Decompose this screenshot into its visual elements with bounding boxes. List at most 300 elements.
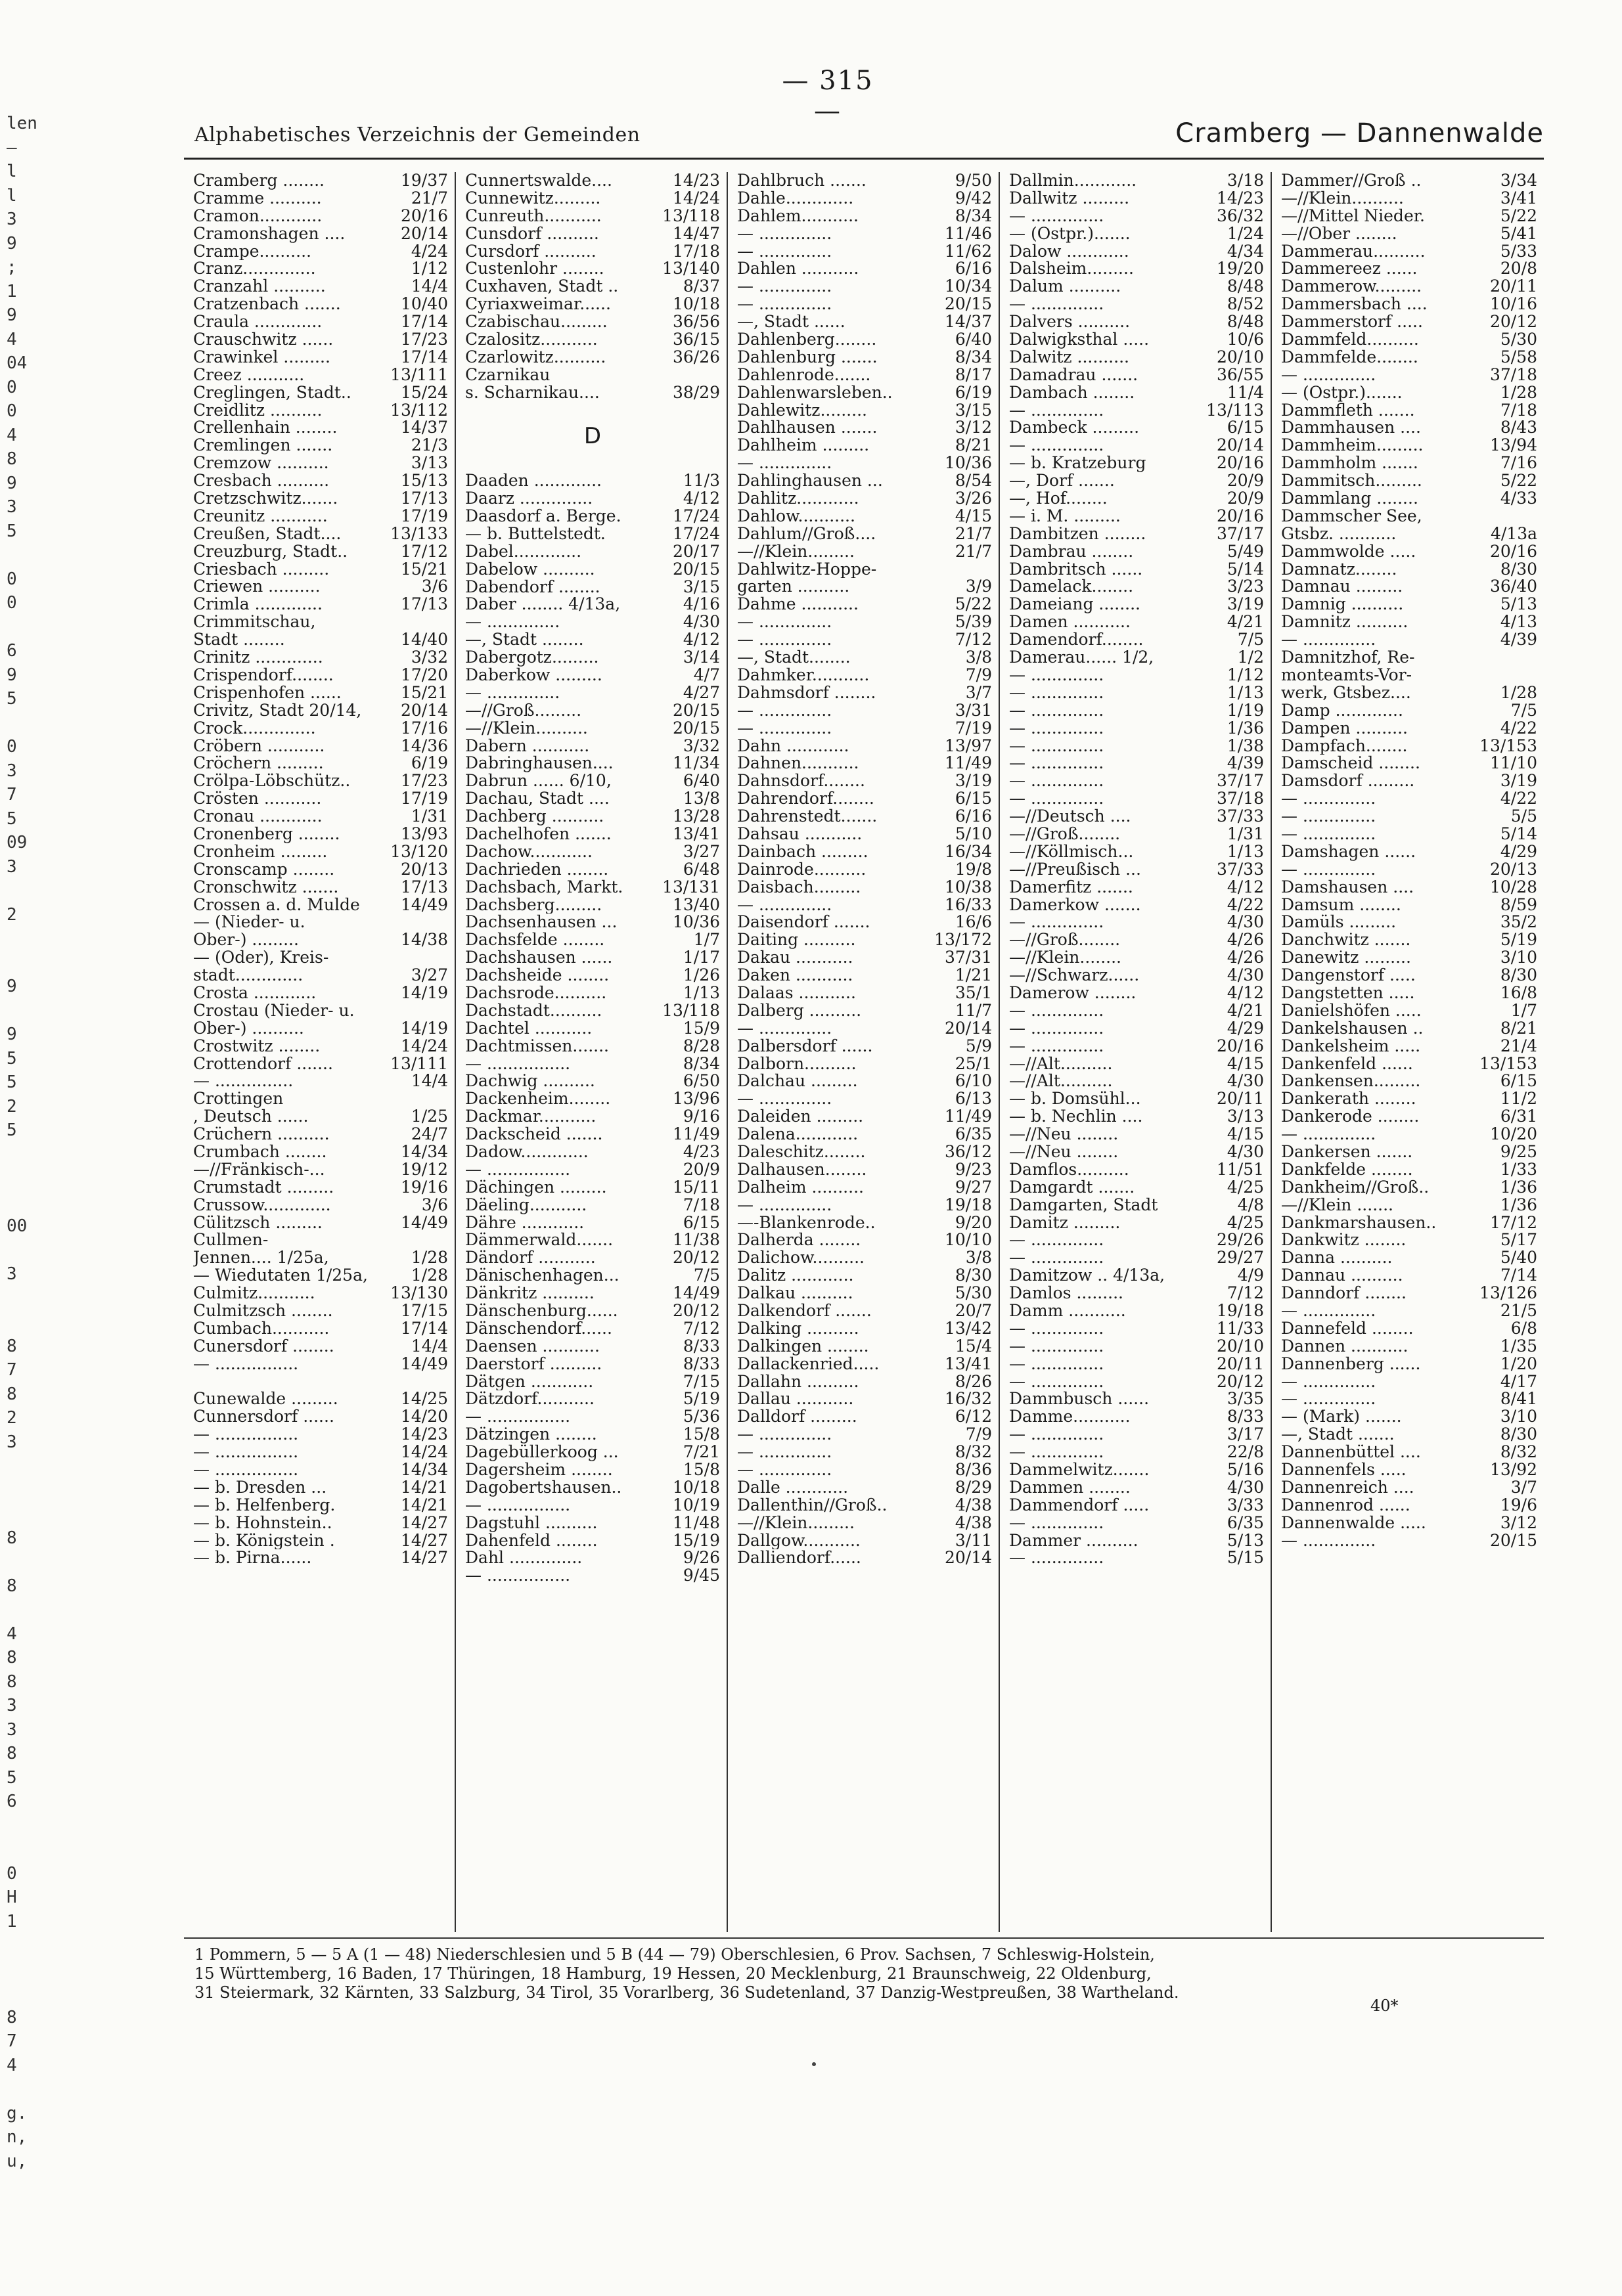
- entry-ref: 4/30: [1227, 967, 1264, 984]
- entry-ref: 13/172: [934, 931, 992, 950]
- entry-row: [193, 1231, 448, 1249]
- entry-row: [465, 649, 720, 667]
- entry-name: Jennen.... 1/25a,: [193, 1249, 329, 1268]
- entry-row: [1009, 843, 1264, 861]
- entry-ref: 3/12: [1500, 1514, 1537, 1532]
- margin-fragment: 5: [7, 1767, 17, 1788]
- entry-row: [1281, 596, 1537, 613]
- entry-ref: 15/11: [672, 1178, 720, 1197]
- entry-name: Cronau ............: [193, 808, 323, 826]
- entry-row: [1281, 967, 1537, 984]
- entry-name: — ..............: [737, 896, 832, 914]
- entry-ref: 37/33: [1216, 860, 1264, 879]
- entry-name: — ..............: [737, 1090, 832, 1109]
- entry-name: Dangstetten .....: [1281, 984, 1415, 1002]
- margin-fragment: 4: [7, 329, 17, 349]
- entry-row: [193, 454, 448, 472]
- entry-name: —//Ober ........: [1281, 225, 1397, 243]
- entry-row: [1281, 1373, 1537, 1391]
- entry-name: Cullmen-: [193, 1231, 269, 1250]
- entry-name: — ..............: [1009, 1426, 1104, 1444]
- entry-name: Cunersdorf ........: [193, 1337, 334, 1356]
- entry-name: Dammholm .......: [1281, 454, 1418, 473]
- margin-fragment: [7, 543, 39, 567]
- entry-name: —//Fränkisch-...: [193, 1160, 325, 1179]
- entry-ref: 22/8: [1227, 1444, 1264, 1462]
- entry-ref: 11/51: [1216, 1160, 1264, 1179]
- margin-fragment: 3: [7, 1696, 17, 1715]
- entry-ref: 4/12: [1227, 984, 1264, 1002]
- entry-ref: 37/18: [1216, 790, 1264, 808]
- entry-row: [193, 508, 448, 525]
- entry-row: [737, 702, 992, 720]
- margin-fragment: 3: [7, 1432, 17, 1452]
- entry-row: [1009, 1055, 1264, 1073]
- entry-name: Culmitzsch ........: [193, 1302, 333, 1320]
- entry-row: [1009, 366, 1264, 384]
- entry-ref: 17/14: [400, 1319, 448, 1338]
- entry-ref: 4/15: [1227, 1126, 1264, 1143]
- entry-row: [1281, 984, 1537, 1002]
- entry-row: [737, 826, 992, 843]
- entry-name: — ..............: [737, 278, 832, 296]
- entry-row: [1281, 1249, 1537, 1267]
- entry-name: Dalherda ........: [737, 1231, 861, 1250]
- entry-row: [737, 1338, 992, 1356]
- entry-row: [465, 1532, 720, 1550]
- entry-ref: 17/23: [400, 772, 448, 791]
- entry-name: Dankmarshausen..: [1281, 1214, 1437, 1232]
- entry-ref: 3/14: [683, 649, 720, 667]
- entry-name: — i. M. .........: [1009, 507, 1121, 525]
- entry-ref: 14/40: [400, 631, 448, 650]
- entry-name: Daensen ...........: [465, 1337, 600, 1356]
- entry-name: Dachau, Stadt ....: [465, 790, 610, 808]
- entry-row: [465, 879, 720, 896]
- entry-name: — b. Domsühl...: [1009, 1090, 1141, 1109]
- entry-row: [193, 1161, 448, 1179]
- entry-ref: 20/14: [1216, 437, 1264, 455]
- entry-name: Damscheid ........: [1281, 755, 1420, 773]
- entry-row: [1281, 914, 1537, 931]
- entry-name: Dahrenstedt.......: [737, 808, 878, 826]
- entry-row: [1281, 684, 1537, 702]
- entry-ref: 3/10: [1500, 949, 1537, 967]
- entry-row: [1009, 296, 1264, 313]
- entry-ref: 15/21: [400, 684, 448, 702]
- entry-name: Dänschendorf......: [465, 1319, 612, 1338]
- entry-name: —//Alt..........: [1009, 1072, 1113, 1091]
- margin-fragment: 9: [7, 305, 17, 325]
- entry-ref: 35/1: [955, 984, 992, 1002]
- entry-name: Dalitz ............: [737, 1267, 854, 1285]
- entry-row: [193, 755, 448, 772]
- entry-name: Dalichow..........: [737, 1249, 865, 1268]
- column-2: [456, 172, 728, 1932]
- margin-fragment: 1: [7, 281, 17, 301]
- entry-ref: 3/27: [683, 843, 720, 861]
- entry-ref: 14/49: [400, 1355, 448, 1373]
- entry-name: Dammscher See,: [1281, 507, 1422, 525]
- entry-ref: 14/34: [400, 1143, 448, 1161]
- entry-name: Crottendorf .......: [193, 1055, 333, 1073]
- entry-row: [1281, 861, 1537, 879]
- margin-fragment: 3: [7, 497, 17, 517]
- margin-fragment: 09: [7, 833, 28, 852]
- entry-ref: 1/13: [1227, 843, 1264, 861]
- footer-line: 15 Württemberg, 16 Baden, 17 Thüringen, 18 Hamburg, 19 Hessen, 20 Mecklenburg, 21 Braunschweig, 22 Oldenburg,: [194, 1964, 1152, 1983]
- entry-name: Cronheim .........: [193, 843, 328, 861]
- entry-name: Dahmker...........: [737, 666, 870, 684]
- entry-name: Damgardt .......: [1009, 1178, 1135, 1197]
- entry-ref: 19/6: [1500, 1496, 1537, 1514]
- entry-ref: 11/10: [1489, 755, 1537, 773]
- entry-name: — ..............: [1009, 1037, 1104, 1055]
- entry-row: [737, 843, 992, 861]
- entry-ref: 6/31: [1500, 1108, 1537, 1126]
- entry-row: [465, 402, 720, 420]
- entry-ref: 8/48: [1227, 313, 1264, 332]
- entry-name: Dampfach........: [1281, 737, 1408, 755]
- entry-name: Crispendorf........: [193, 666, 334, 684]
- entry-row: [193, 296, 448, 313]
- entry-row: [1281, 1532, 1537, 1550]
- entry-ref: 8/32: [955, 1444, 992, 1462]
- entry-ref: 4/33: [1500, 490, 1537, 508]
- entry-row: [465, 490, 720, 508]
- entry-name: — ..............: [737, 1426, 832, 1444]
- margin-fragment: [7, 999, 39, 1023]
- entry-row: [737, 384, 992, 402]
- entry-name: Dachsbach, Markt.: [465, 878, 623, 896]
- entry-row: [1009, 243, 1264, 261]
- entry-name: Damerow ........: [1009, 984, 1137, 1002]
- margin-fragments: [7, 112, 39, 2173]
- entry-row: [193, 1072, 448, 1090]
- entry-name: Cröbern ...........: [193, 737, 325, 755]
- entry-name: Dahlenberg........: [737, 331, 877, 349]
- entry-name: Dalking ..........: [737, 1319, 859, 1338]
- entry-name: Dannenrod ......: [1281, 1496, 1410, 1514]
- entry-ref: 7/14: [1500, 1267, 1537, 1285]
- entry-row: [465, 1514, 720, 1532]
- entry-ref: 11/7: [955, 1002, 992, 1020]
- entry-row: [1009, 1108, 1264, 1126]
- entry-ref: 4/21: [1227, 613, 1264, 632]
- entry-ref: 5/30: [955, 1285, 992, 1302]
- entry-ref: 3/8: [965, 649, 992, 667]
- entry-row: [737, 879, 992, 896]
- entry-ref: 20/12: [1489, 313, 1537, 332]
- entry-ref: 9/16: [683, 1108, 720, 1126]
- margin-fragment: l: [7, 185, 17, 206]
- entry-ref: 5/40: [1500, 1249, 1537, 1268]
- entry-name: Crimmitschau,: [193, 613, 316, 632]
- entry-name: — ................: [465, 1567, 571, 1585]
- entry-row: [465, 1320, 720, 1338]
- entry-row: [465, 1267, 720, 1285]
- entry-row: [1281, 1356, 1537, 1373]
- entry-name: Dankersen .......: [1281, 1143, 1413, 1161]
- entry-name: Dachelhofen .......: [465, 825, 612, 843]
- entry-row: [465, 1285, 720, 1302]
- entry-row: [465, 1249, 720, 1267]
- entry-row: [465, 208, 720, 225]
- entry-row: [1009, 561, 1264, 579]
- entry-name: — ..............: [1009, 790, 1104, 808]
- entry-row: [1281, 278, 1537, 296]
- entry-row: [1009, 419, 1264, 437]
- entry-name: Cremlingen .......: [193, 437, 333, 455]
- entry-ref: 3/26: [955, 490, 992, 508]
- margin-fragment: 3: [7, 210, 17, 229]
- entry-name: Daleschitz........: [737, 1143, 866, 1161]
- entry-ref: 4/21: [1227, 1002, 1264, 1020]
- margin-fragment: 0: [7, 1863, 17, 1884]
- entry-row: [737, 1479, 992, 1497]
- entry-name: —, Stadt........: [737, 649, 851, 667]
- entry-name: —, Stadt ......: [737, 313, 845, 332]
- entry-name: Crossen a. d. Mulde: [193, 896, 360, 914]
- entry-name: Dankerode ........: [1281, 1108, 1420, 1126]
- entry-name: Cresbach ..........: [193, 472, 330, 491]
- entry-row: [1281, 1197, 1537, 1214]
- entry-name: Creez ...........: [193, 366, 305, 384]
- entry-row: [465, 579, 720, 596]
- margin-fragment: 5: [7, 1048, 17, 1069]
- entry-row: [737, 1373, 992, 1391]
- margin-fragment: 0: [7, 401, 17, 421]
- entry-ref: 3/6: [421, 1196, 448, 1214]
- entry-name: Criewen ..........: [193, 578, 321, 596]
- entry-name: Dahme ...........: [737, 596, 859, 614]
- entry-ref: 1/33: [1500, 1160, 1537, 1179]
- entry-row: [1281, 1143, 1537, 1161]
- margin-fragment: g.: [7, 2103, 28, 2123]
- entry-ref: 4/12: [1227, 878, 1264, 896]
- entry-row: [1281, 1444, 1537, 1461]
- entry-name: —//Deutsch ....: [1009, 808, 1131, 826]
- entry-name: Daber ........ 4/13a,: [465, 596, 621, 614]
- entry-row: [465, 931, 720, 949]
- entry-ref: 8/29: [955, 1478, 992, 1497]
- entry-ref: 15/13: [400, 472, 448, 491]
- entry-ref: 16/8: [1500, 984, 1537, 1002]
- entry-row: [737, 260, 992, 278]
- entry-ref: 4/26: [1227, 931, 1264, 950]
- entry-ref: 17/20: [400, 666, 448, 684]
- entry-name: Dagstuhl ..........: [465, 1514, 598, 1532]
- entry-row: [193, 384, 448, 402]
- entry-ref: 8/34: [683, 1055, 720, 1073]
- entry-ref: 14/4: [411, 278, 448, 296]
- entry-name: — ..............: [1009, 1355, 1104, 1373]
- entry-name: Crellenhain ........: [193, 419, 338, 437]
- entry-ref: 14/24: [400, 1444, 448, 1462]
- entry-ref: 20/9: [1227, 490, 1264, 508]
- entry-row: [465, 843, 720, 861]
- entry-name: Cramberg ........: [193, 172, 325, 190]
- entry-row: [1009, 1179, 1264, 1197]
- entry-name: Dammwolde .....: [1281, 542, 1416, 561]
- entry-row: [1009, 914, 1264, 931]
- entry-row: [737, 1514, 992, 1532]
- entry-name: Dallgow...........: [737, 1532, 861, 1550]
- entry-ref: 13/118: [662, 1002, 720, 1020]
- margin-fragment: [7, 1814, 39, 1838]
- entry-name: Dahlen ...........: [737, 260, 859, 278]
- entry-name: — ................: [193, 1444, 299, 1462]
- entry-row: [737, 1108, 992, 1126]
- entry-row: [465, 631, 720, 649]
- entry-row: [1281, 1002, 1537, 1020]
- entry-ref: 36/32: [1216, 207, 1264, 225]
- entry-ref: 11/46: [944, 225, 992, 243]
- entry-name: Daken ...........: [737, 967, 853, 984]
- entry-ref: 20/16: [1216, 454, 1264, 473]
- entry-ref: 4/27: [683, 684, 720, 702]
- entry-name: Cronenberg ........: [193, 825, 340, 843]
- entry-row: [1281, 454, 1537, 472]
- entry-ref: 3/17: [1227, 1426, 1264, 1444]
- entry-name: — ..............: [1009, 207, 1104, 225]
- entry-ref: 37/33: [1216, 808, 1264, 826]
- entry-name: Custenlohr ........: [465, 260, 604, 278]
- entry-ref: 8/21: [955, 437, 992, 455]
- entry-row: [465, 772, 720, 790]
- margin-fragment: 7: [7, 1360, 17, 1380]
- entry-name: Dahle.............: [737, 189, 854, 208]
- entry-name: Dachsfelde ........: [465, 931, 605, 950]
- entry-name: Dannau ..........: [1281, 1267, 1403, 1285]
- entry-row: [1281, 1390, 1537, 1408]
- entry-name: — ................: [465, 1055, 571, 1073]
- entry-name: Damshausen ....: [1281, 878, 1414, 896]
- entry-row: [1009, 861, 1264, 879]
- entry-ref: 3/19: [1500, 772, 1537, 791]
- entry-ref: 4/29: [1500, 843, 1537, 861]
- entry-ref: 14/37: [944, 313, 992, 332]
- entry-ref: 37/17: [1216, 772, 1264, 791]
- entry-ref: 8/21: [1500, 1019, 1537, 1038]
- entry-name: — ..............: [1009, 401, 1104, 420]
- entry-name: Dalhausen........: [737, 1160, 867, 1179]
- entry-name: Crottingen: [193, 1090, 284, 1109]
- entry-ref: 16/32: [944, 1390, 992, 1409]
- entry-name: Cunewalde .........: [193, 1390, 338, 1409]
- entry-ref: 14/27: [400, 1514, 448, 1532]
- entry-row: [737, 1390, 992, 1408]
- entry-name: —//Preußisch ...: [1009, 860, 1141, 879]
- entry-ref: 4/30: [1227, 1478, 1264, 1497]
- entry-row: [193, 1390, 448, 1408]
- entry-row: [465, 349, 720, 366]
- entry-row: [737, 790, 992, 808]
- entry-row: [193, 1497, 448, 1514]
- entry-name: Dahnen...........: [737, 755, 859, 773]
- entry-row: [465, 684, 720, 702]
- entry-ref: 10/28: [1489, 878, 1537, 896]
- entry-name: Cunreuth...........: [465, 207, 602, 225]
- entry-ref: 20/8: [1500, 260, 1537, 278]
- entry-name: Damp .............: [1281, 701, 1403, 720]
- entry-row: [1281, 331, 1537, 349]
- entry-ref: 36/56: [672, 313, 720, 332]
- entry-name: Damlos .........: [1009, 1285, 1123, 1302]
- entry-row: [193, 843, 448, 861]
- entry-ref: 14/25: [400, 1390, 448, 1409]
- entry-row: [737, 1497, 992, 1514]
- entry-row: [465, 1302, 720, 1320]
- entry-ref: 19/18: [944, 1196, 992, 1214]
- entry-ref: 15/19: [672, 1532, 720, 1550]
- entry-name: Culmitz...........: [193, 1285, 315, 1302]
- entry-row: [193, 984, 448, 1002]
- entry-name: Crüchern ..........: [193, 1126, 330, 1143]
- entry-row: [193, 967, 448, 984]
- entry-row: [737, 755, 992, 772]
- entry-row: [465, 720, 720, 738]
- entry-row: [1281, 1302, 1537, 1320]
- entry-row: [1009, 578, 1264, 596]
- margin-fragment: [7, 1239, 39, 1263]
- entry-ref: 36/40: [1489, 578, 1537, 596]
- margin-fragment: 2: [7, 904, 17, 925]
- entry-row: [193, 190, 448, 208]
- entry-row: [193, 738, 448, 755]
- margin-fragment: 8: [7, 1336, 17, 1356]
- entry-ref: 3/19: [955, 772, 992, 791]
- entry-ref: 5/19: [683, 1390, 720, 1409]
- entry-row: [465, 896, 720, 914]
- entry-row: [1281, 472, 1537, 490]
- entry-name: — (Nieder- u.: [193, 914, 305, 932]
- entry-row: [193, 543, 448, 561]
- entry-row: [737, 578, 992, 596]
- entry-row: [737, 1444, 992, 1461]
- entry-name: — ................: [465, 1408, 571, 1426]
- entry-row: [1009, 772, 1264, 790]
- margin-fragment: 8: [7, 2007, 17, 2027]
- entry-name: Dammfleth .......: [1281, 401, 1415, 420]
- entry-row: [1281, 879, 1537, 896]
- margin-fragment: 4: [7, 2055, 17, 2075]
- entry-row: [1009, 1356, 1264, 1373]
- entry-row: [465, 190, 720, 208]
- entry-ref: 36/15: [672, 331, 720, 349]
- entry-ref: 7/12: [683, 1319, 720, 1338]
- entry-name: Damgarten, Stadt: [1009, 1196, 1158, 1214]
- entry-row: [1281, 843, 1537, 861]
- entry-ref: 4/16: [683, 596, 720, 614]
- entry-name: — ..............: [1009, 684, 1104, 702]
- entry-ref: 10/38: [944, 878, 992, 896]
- entry-ref: 1/13: [1227, 684, 1264, 702]
- entry-name: —, Stadt ........: [465, 631, 584, 650]
- entry-row: [465, 1090, 720, 1108]
- entry-name: —//Klein..........: [465, 719, 588, 738]
- entry-ref: 35/2: [1500, 914, 1537, 932]
- entry-row: [1281, 931, 1537, 949]
- entry-row: [465, 613, 720, 631]
- entry-ref: 9/42: [955, 189, 992, 208]
- entry-name: Cramme ..........: [193, 189, 322, 208]
- entry-name: Danna ..........: [1281, 1249, 1393, 1268]
- entry-row: [193, 1090, 448, 1108]
- entry-row: [193, 313, 448, 331]
- margin-fragment: 8: [7, 1671, 17, 1692]
- entry-name: — ................: [465, 1160, 571, 1179]
